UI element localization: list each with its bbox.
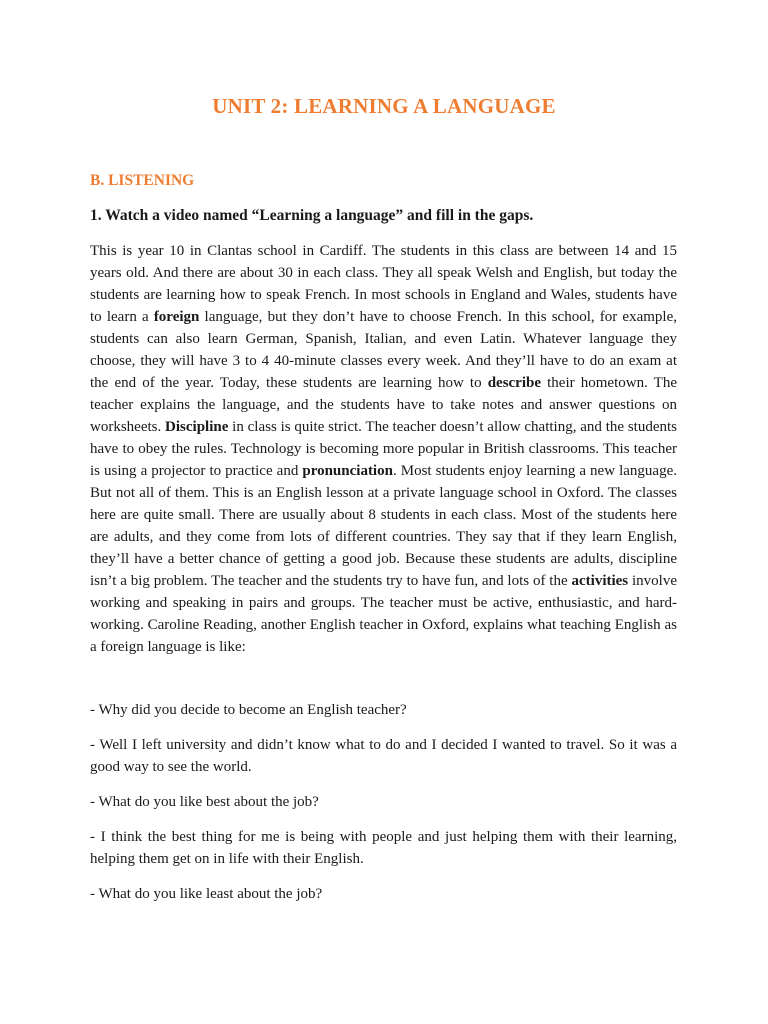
passage-text: involve working and speaking in pairs and groups. The teacher must be active, enthusiastic, and hard-working. Caroline Reading, another English teacher in Oxford, explains what teaching English as a foreign language is like: [90,573,678,655]
dialogue-question: - What do you like least about the job? [90,886,323,902]
exercise-instruction: 1. Watch a video named “Learning a language” and fill in the gaps. [90,207,534,224]
gap-word-describe: describe [487,375,542,391]
passage-text: in class is quite strict. The teacher doesn’t allow chatting, and the students have to obey the rules. Technology is becoming more popular in British classrooms. This teacher is using a projector to practice and [90,419,677,479]
gap-word-pronunciation: pronunciation [302,463,393,479]
passage-text: This is year 10 in Clantas school in Cardiff. The students in this class are between 14 and 15 years old. And there are about 30 in each class. They all speak Welsh and English, but today the students are learning how to speak French. In most schools in England and Wales, students have to learn a [90,243,677,325]
gap-word-activities: activities [571,573,629,589]
gap-word-foreign: foreign [153,309,200,325]
dialogue-question: - Why did you decide to become an English teacher? [90,702,407,718]
dialogue-question: - What do you like best about the job? [90,794,319,810]
section-heading: B. LISTENING [90,172,195,189]
passage-text: . Most students enjoy learning a new language. But not all of them. This is an English lesson at a private language school in Oxford. The classes here are quite small. There are usually about 8 students in each class. Most of the students here are adults, and they come from lots of different countries. They say that if they learn English, they’ll have a better chance of getting a good job. Because these students are adults, discipline isn’t a big problem. The teacher and the students try to have fun, and lots of the [90,463,677,589]
listening-passage [90,240,677,658]
dialogue-answer: - Well I left university and didn’t know what to do and I decided I wanted to travel. So it was a good way to see the world. [90,737,677,775]
passage-text: their hometown. The teacher explains the language, and the students have to take notes and answer questions on worksheets. [90,375,677,435]
passage-text: language, but they don’t have to choose French. In this school, for example, students can also learn German, Spanish, Italian, and even Latin. Whatever language they choose, they will have 3 to 4 40-minute classes every week. And they’ll have to do an exam at the end of the year. Today, these students are learning how to [90,309,677,391]
gap-word-discipline: Discipline [165,419,229,435]
dialogue-answer: - I think the best thing for me is being with people and just helping them with their learning, helping them get on in life with their English. [90,829,677,867]
unit-title: UNIT 2: LEARNING A LANGUAGE [212,94,556,118]
